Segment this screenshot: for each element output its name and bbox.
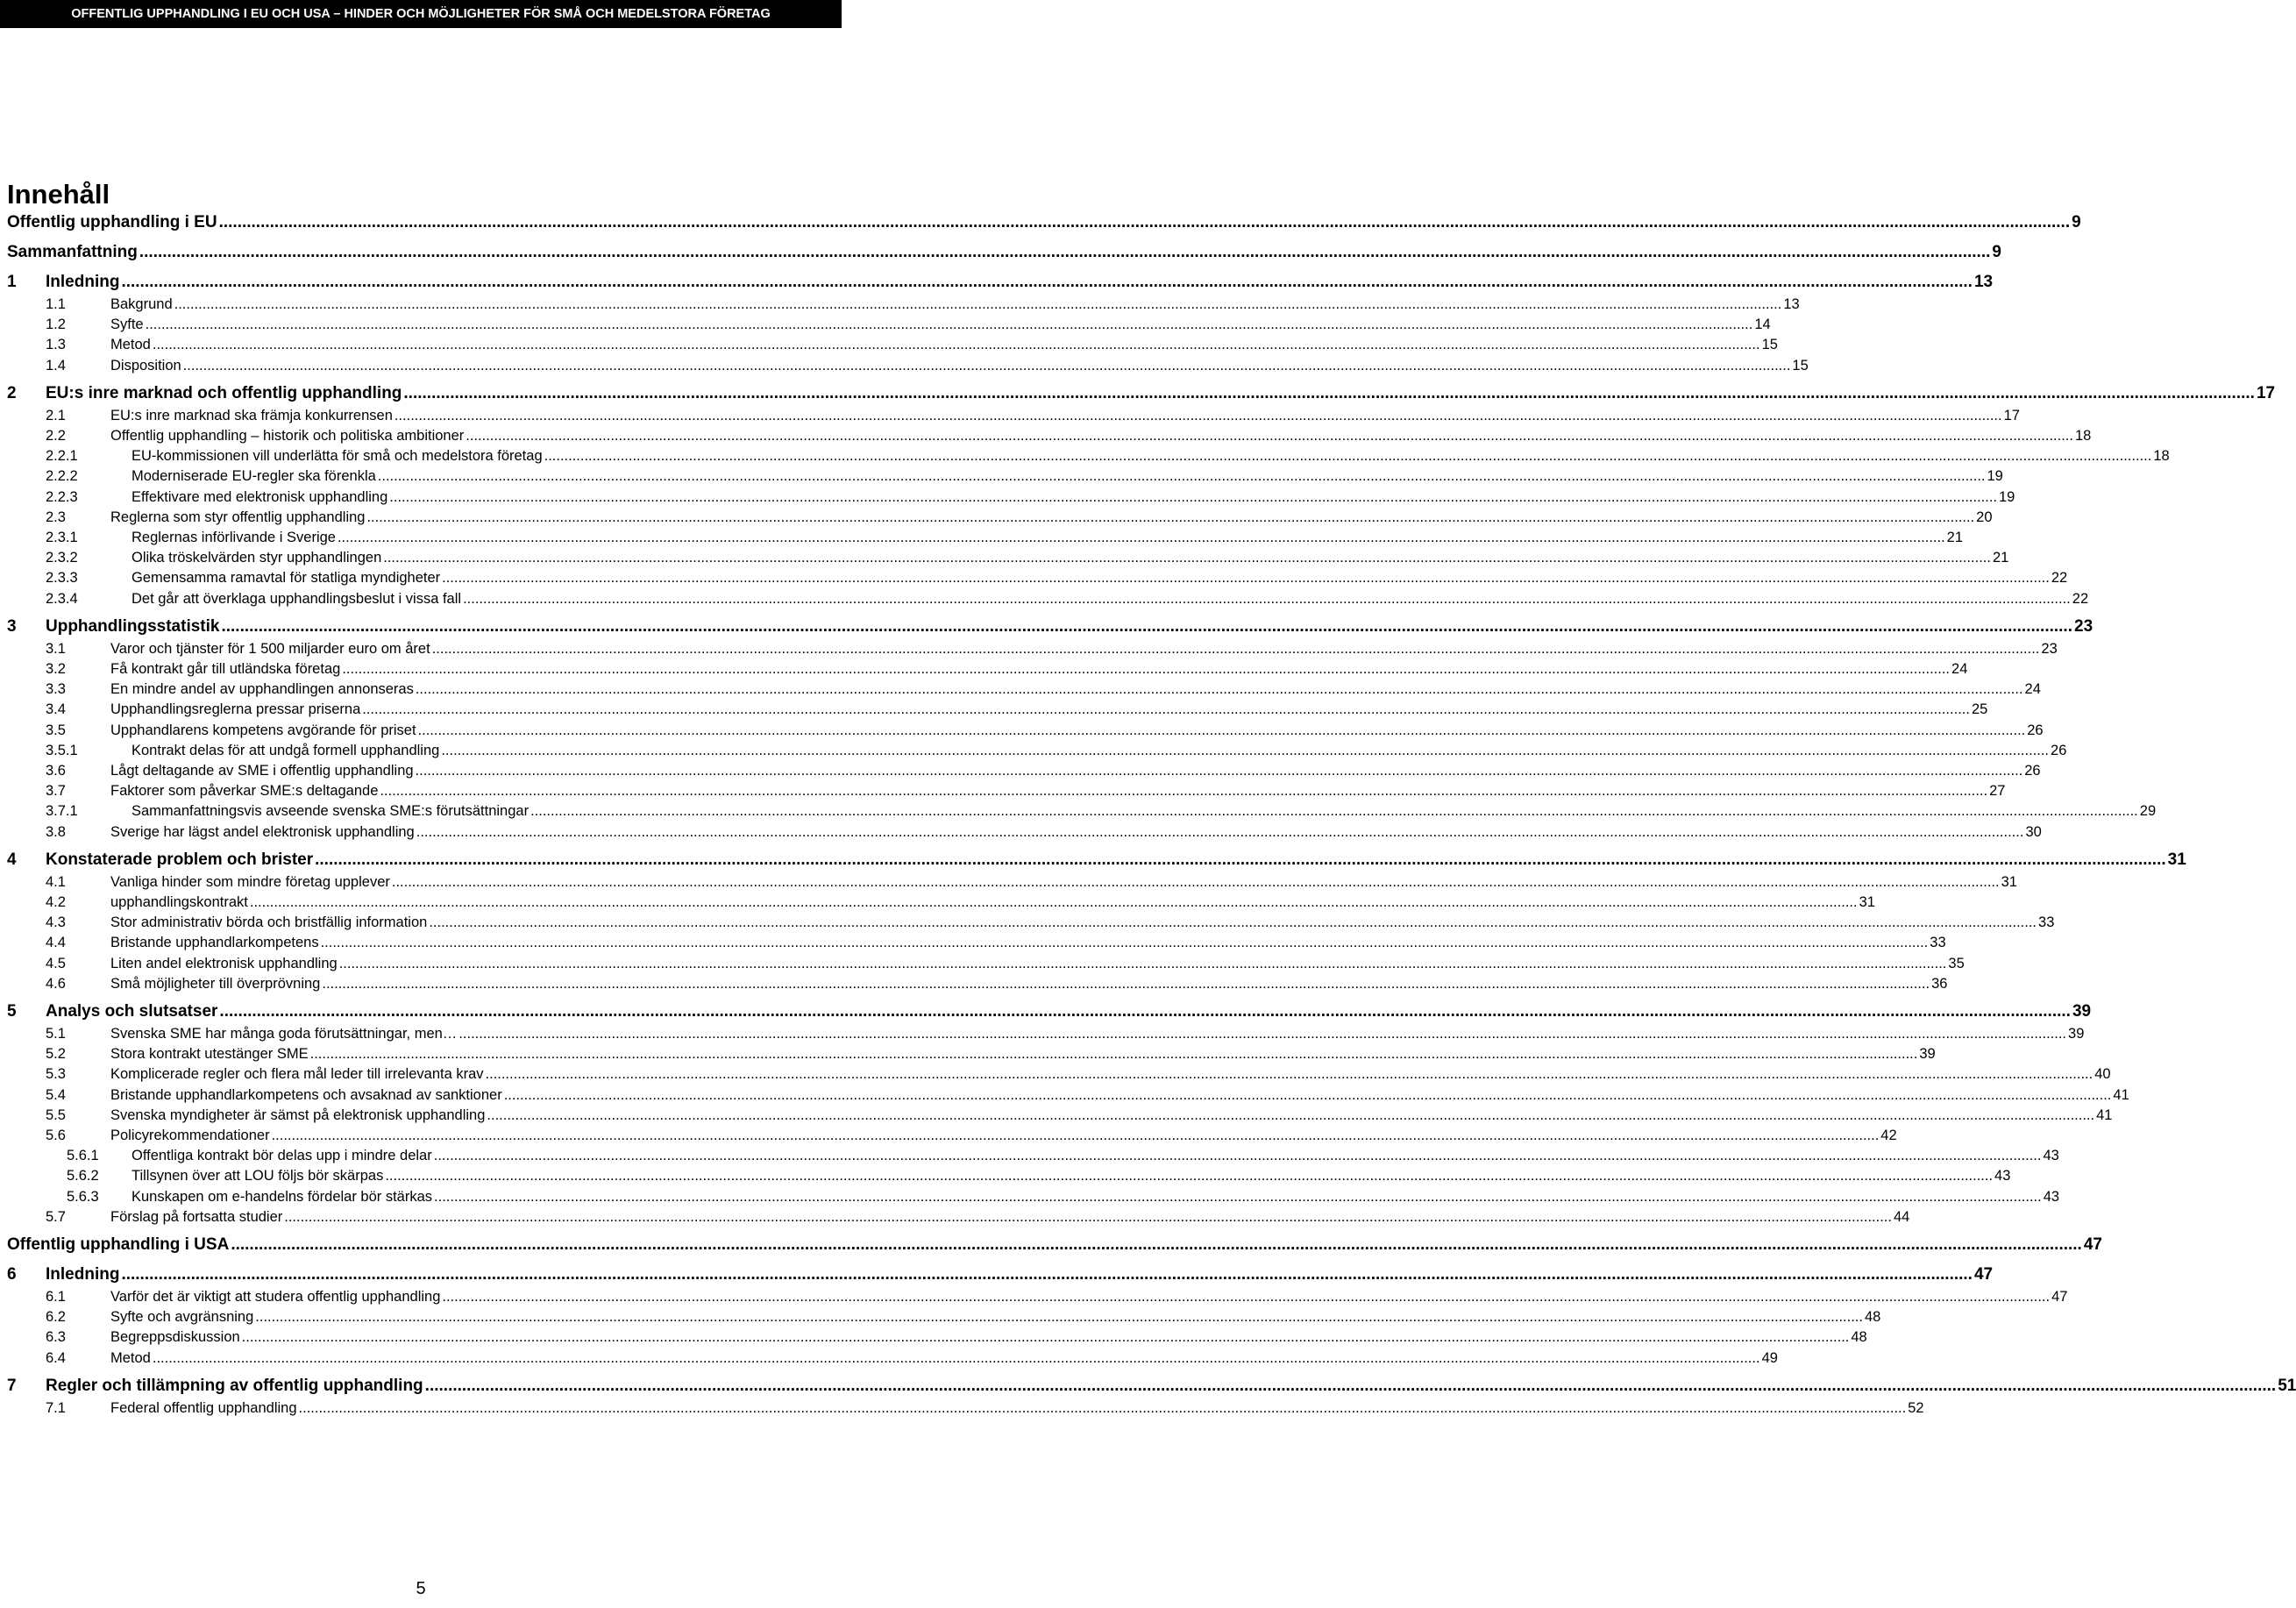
toc-entry-page: 22 <box>2051 570 2068 587</box>
toc-entry[interactable] <box>46 801 2157 822</box>
toc-entry[interactable] <box>46 356 1809 376</box>
toc-entry-page: 26 <box>2027 722 2044 738</box>
dot-leader: ................................................................................................................................................................................................................................................................................................................................................................................................................ <box>366 509 1975 525</box>
toc-entry-page: 51 <box>2278 1376 2296 1395</box>
toc-entry-page: 21 <box>1946 530 1964 545</box>
toc-entry-page: 43 <box>2043 1148 2059 1164</box>
dot-leader: ................................................................................................................................................................................................................................................................................................................................................................................................................ <box>463 590 2071 607</box>
toc-entry-number: 2 <box>7 383 17 402</box>
dot-leader: ................................................................................................................................................................................................................................................................................................................................................................................................................ <box>284 1208 1892 1225</box>
toc-entry-number: 2.2.2 <box>46 468 78 485</box>
toc-entry-title: Förslag på fortsatta studier <box>110 1208 283 1225</box>
toc-entry-page: 48 <box>1851 1329 1867 1346</box>
toc-entry-number: 2.3.1 <box>46 530 78 545</box>
toc-entry-page: 41 <box>2096 1106 2113 1123</box>
dot-leader: ................................................................................................................................................................................................................................................................................................................................................................................................................ <box>485 1066 2093 1083</box>
toc-entry-number: 2.2.1 <box>46 448 78 465</box>
toc-entry-page: 25 <box>1971 701 1988 718</box>
dot-leader: ................................................................................................................................................................................................................................................................................................................................................................................................................ <box>383 550 1991 566</box>
toc-entry[interactable] <box>46 679 2041 700</box>
toc-entry-number: 2.3.3 <box>46 570 78 587</box>
toc-entry-title: Moderniserade EU-regler ska förenkla <box>132 468 376 485</box>
dot-leader: ................................................................................................................................................................................................................................................................................................................................................................................................................ <box>385 1168 1994 1185</box>
toc-entry-number: 2.1 <box>46 407 66 423</box>
toc-entry-title: Varför det är viktigt att studera offentlig upphandling <box>110 1289 441 1305</box>
dot-leader: ................................................................................................................................................................................................................................................................................................................................................................................................................ <box>442 1289 2051 1305</box>
toc-entry-page: 31 <box>2167 850 2186 869</box>
toc-entry[interactable] <box>46 700 1988 720</box>
dot-leader: ................................................................................................................................................................................................................................................................................................................................................................................................................ <box>174 296 1782 312</box>
toc-entry-page: 22 <box>2072 590 2089 607</box>
dot-leader: ................................................................................................................................................................................................................................................................................................................................................................................................................ <box>315 850 2166 869</box>
toc-entry[interactable] <box>46 872 2017 893</box>
dot-leader: ................................................................................................................................................................................................................................................................................................................................................................................................................ <box>152 1349 1760 1366</box>
toc-entry[interactable] <box>46 295 1800 315</box>
toc-entry[interactable] <box>46 1207 1910 1227</box>
toc-entry[interactable] <box>7 615 2093 639</box>
toc-entry[interactable] <box>46 913 2055 933</box>
toc-entry-title: Federal offentlig upphandling <box>110 1399 297 1416</box>
toc-entry-title: Disposition <box>110 357 181 374</box>
toc-entry[interactable] <box>46 761 2041 781</box>
toc-entry-title: Analys och slutsatser <box>46 1002 218 1021</box>
toc-entry-title: Sammanfattningsvis avseende svenska SME:s förutsättningar <box>132 803 530 820</box>
toc-entry[interactable] <box>46 446 2170 466</box>
toc-entry-title: Reglernas införlivande i Sverige <box>132 530 336 545</box>
toc-entry[interactable] <box>67 1146 2059 1166</box>
toc-entry[interactable] <box>46 781 2006 801</box>
toc-heading: Innehåll <box>7 179 110 210</box>
toc-entry-title: Stora kontrakt utestänger SME <box>110 1046 309 1063</box>
dot-leader: ................................................................................................................................................................................................................................................................................................................................................................................................................ <box>298 1399 1907 1416</box>
toc-entry-title: Få kontrakt går till utländska företag <box>110 661 341 677</box>
toc-entry-number: 3.8 <box>46 823 66 840</box>
toc-entry[interactable] <box>46 548 2009 568</box>
toc-entry-title: Inledning <box>46 273 120 291</box>
toc-entry[interactable] <box>7 240 2001 265</box>
toc-entry-page: 33 <box>1930 935 1946 951</box>
toc-entry[interactable] <box>7 381 2276 406</box>
toc-entry-page: 13 <box>1783 296 1800 312</box>
dot-leader: ................................................................................................................................................................................................................................................................................................................................................................................................................ <box>544 448 2152 465</box>
toc-entry-number: 5.7 <box>46 1208 66 1225</box>
toc-entry-page: 23 <box>2041 640 2058 657</box>
toc-entry-number: 5.5 <box>46 1106 66 1123</box>
toc-entry-page: 39 <box>1919 1046 1936 1063</box>
toc-entry[interactable] <box>46 1044 1936 1064</box>
toc-entry-page: 52 <box>1908 1399 1924 1416</box>
toc-entry-number: 6.4 <box>46 1349 66 1366</box>
toc-entry[interactable] <box>46 1327 1867 1348</box>
toc-entry-page: 24 <box>2024 681 2041 698</box>
toc-entry-page: 18 <box>2074 428 2092 444</box>
toc-entry-page: 40 <box>2094 1066 2111 1083</box>
toc-entry-page: 49 <box>1761 1349 1778 1366</box>
toc-entry-page: 20 <box>1976 509 1993 525</box>
dot-leader: ................................................................................................................................................................................................................................................................................................................................................................................................................ <box>415 681 2023 698</box>
toc-entry[interactable] <box>46 568 2068 588</box>
dot-leader: ................................................................................................................................................................................................................................................................................................................................................................................................................ <box>417 722 2026 738</box>
toc-entry[interactable] <box>46 1307 1881 1327</box>
toc-entry[interactable] <box>46 335 1778 355</box>
toc-entry[interactable] <box>7 848 2186 872</box>
toc-entry-title: Regler och tillämpning av offentlig upphandling <box>46 1376 423 1395</box>
toc-entry-title: Bristande upphandlarkompetens <box>110 935 319 951</box>
toc-entry-number: 3.3 <box>46 681 66 698</box>
dot-leader: ................................................................................................................................................................................................................................................................................................................................................................................................................ <box>337 530 1945 545</box>
toc-entry-title: EU:s inre marknad ska främja konkurrensen <box>110 407 393 423</box>
dot-leader: ................................................................................................................................................................................................................................................................................................................................................................................................................ <box>424 1376 2277 1395</box>
toc-entry-number: 1.1 <box>46 296 66 312</box>
toc-entry-page: 19 <box>1987 468 2003 485</box>
toc-entry-title: Sammanfattning <box>7 243 138 261</box>
toc-entry-number: 6.2 <box>46 1309 66 1326</box>
toc-entry-number: 3.2 <box>46 661 66 677</box>
toc-entry-title: Upphandlingsreglerna pressar priserna <box>110 701 361 718</box>
dot-leader: ................................................................................................................................................................................................................................................................................................................................................................................................................ <box>121 273 1973 291</box>
toc-entry-page: 43 <box>2043 1188 2060 1205</box>
toc-entry-title: Liten andel elektronisk upphandling <box>110 955 338 971</box>
toc-entry-page: 48 <box>1864 1309 1881 1326</box>
dot-leader: ................................................................................................................................................................................................................................................................................................................................................................................................................ <box>377 468 1986 485</box>
toc-entry[interactable] <box>7 210 2081 235</box>
toc-entry-number: 4.1 <box>46 873 66 890</box>
toc-entry[interactable] <box>46 508 1993 528</box>
toc-entry-page: 26 <box>2051 742 2067 758</box>
toc-entry-number: 4.6 <box>46 975 66 992</box>
page-number: 5 <box>416 1579 426 1598</box>
toc-entry-page: 14 <box>1754 317 1771 333</box>
toc-entry-page: 18 <box>2153 448 2170 465</box>
toc-entry-title: Komplicerade regler och flera mål leder till irrelevanta krav <box>110 1066 484 1083</box>
dot-leader: ................................................................................................................................................................................................................................................................................................................................................................................................................ <box>219 1002 2071 1021</box>
toc-entry[interactable] <box>46 1398 1924 1419</box>
toc-entry-page: 15 <box>1761 337 1778 353</box>
dot-leader: ................................................................................................................................................................................................................................................................................................................................................................................................................ <box>487 1106 2095 1123</box>
toc-entry-number: 1.2 <box>46 317 66 333</box>
toc-entry-number: 7 <box>7 1376 17 1395</box>
toc-entry[interactable] <box>46 1126 1897 1146</box>
toc-entry-title: Bristande upphandlarkompetens och avsaknad av sanktioner <box>110 1086 502 1103</box>
toc-entry-page: 15 <box>1792 357 1809 374</box>
toc-entry-page: 24 <box>1951 661 1968 677</box>
toc-entry-number: 5.2 <box>46 1046 66 1063</box>
toc-entry-page: 19 <box>1999 488 2015 505</box>
toc-entry[interactable] <box>67 1166 2011 1186</box>
toc-entry[interactable] <box>46 721 2044 741</box>
dot-leader: ................................................................................................................................................................................................................................................................................................................................................................................................................ <box>221 616 2072 636</box>
toc-entry-page: 31 <box>2001 873 2017 890</box>
toc-entry-page: 23 <box>2074 616 2093 636</box>
dot-leader: ................................................................................................................................................................................................................................................................................................................................................................................................................ <box>466 428 2073 444</box>
toc-entry-title: Gemensamma ramavtal för statliga myndigheter <box>132 570 441 587</box>
toc-entry[interactable] <box>46 974 1948 994</box>
toc-entry-page: 47 <box>2083 1235 2102 1254</box>
toc-entry[interactable] <box>46 741 2067 761</box>
toc-entry-number: 2.3.2 <box>46 550 78 566</box>
toc-entry[interactable] <box>46 639 2058 659</box>
toc-entry[interactable] <box>7 1374 2296 1398</box>
toc-entry[interactable] <box>46 426 2092 446</box>
toc-entry[interactable] <box>46 954 1965 974</box>
toc-entry-page: 9 <box>2072 213 2081 231</box>
toc-entry-number: 5.6 <box>46 1128 66 1143</box>
toc-entry[interactable] <box>46 659 1968 679</box>
dot-leader: ................................................................................................................................................................................................................................................................................................................................................................................................................ <box>121 1265 1973 1284</box>
dot-leader: ................................................................................................................................................................................................................................................................................................................................................................................................................ <box>434 1188 2042 1205</box>
toc-entry-number: 5.6.2 <box>67 1168 99 1185</box>
toc-entry-title: Lågt deltagande av SME i offentlig upphandling <box>110 763 414 779</box>
toc-entry-page: 47 <box>2051 1289 2068 1305</box>
toc-entry-page: 17 <box>2256 383 2276 402</box>
toc-entry-number: 5.1 <box>46 1026 66 1042</box>
toc-entry-number: 5.6.1 <box>67 1148 99 1164</box>
toc-entry-title: Faktorer som påverkar SME:s deltagande <box>110 783 379 800</box>
toc-entry-page: 29 <box>2139 803 2157 820</box>
toc-entry-number: 7.1 <box>46 1399 66 1416</box>
toc-entry[interactable] <box>46 466 2003 487</box>
toc-entry[interactable] <box>46 893 1875 913</box>
toc-entry-number: 5.3 <box>46 1066 66 1083</box>
toc-entry-page: 39 <box>2068 1026 2085 1042</box>
toc-entry-number: 3.7 <box>46 783 66 800</box>
toc-entry-page: 17 <box>2003 407 2020 423</box>
dot-leader: ................................................................................................................................................................................................................................................................................................................................................................................................................ <box>182 357 1791 374</box>
toc-entry[interactable] <box>46 1106 2113 1126</box>
toc-entry-number: 1.3 <box>46 337 66 353</box>
toc-entry-page: 39 <box>2072 1002 2092 1021</box>
dot-leader: ................................................................................................................................................................................................................................................................................................................................................................................................................ <box>415 763 2023 779</box>
toc-entry-title: Små möjligheter till överprövning <box>110 975 321 992</box>
toc-entry-number: 3 <box>7 616 17 636</box>
toc-entry[interactable] <box>46 1024 2085 1044</box>
toc-entry-title: Upphandlarens kompetens avgörande för priset <box>110 722 416 738</box>
toc-entry-number: 6.3 <box>46 1329 66 1346</box>
toc-entry-page: 27 <box>1989 783 2006 800</box>
toc-entry-number: 4 <box>7 850 17 869</box>
toc-entry[interactable] <box>46 822 2042 843</box>
toc-entry[interactable] <box>46 589 2089 609</box>
toc-entry-title: Begreppsdiskussion <box>110 1329 240 1346</box>
toc-entry-number: 3.6 <box>46 763 66 779</box>
toc-entry[interactable] <box>7 270 1994 295</box>
toc-entry-number: 1 <box>7 273 17 291</box>
toc-entry-title: Svenska myndigheter är sämst på elektronisk upphandling <box>110 1106 486 1123</box>
toc-entry-number: 5.4 <box>46 1086 66 1103</box>
dot-leader: ................................................................................................................................................................................................................................................................................................................................................................................................................ <box>231 1235 2082 1254</box>
toc-entry-title: Effektivare med elektronisk upphandling <box>132 488 388 505</box>
toc-entry-page: 43 <box>1994 1168 2011 1185</box>
toc-entry-title: Svenska SME har många goda förutsättningar, men… <box>110 1026 458 1042</box>
toc-entry[interactable] <box>46 487 2015 508</box>
toc-entry-title: Bakgrund <box>110 296 173 312</box>
toc-entry-number: 3.4 <box>46 701 66 718</box>
toc-entry-title: Varor och tjänster för 1 500 miljarder euro om året <box>110 640 430 657</box>
toc-entry[interactable] <box>46 1287 2068 1307</box>
toc-entry-number: 3.1 <box>46 640 66 657</box>
toc-entry-title: Upphandlingsstatistik <box>46 616 220 636</box>
toc-entry-title: Syfte och avgränsning <box>110 1309 254 1326</box>
dot-leader: ................................................................................................................................................................................................................................................................................................................................................................................................................ <box>458 1026 2067 1042</box>
toc-entry-number: 4.3 <box>46 914 66 931</box>
toc-entry-title: Kunskapen om e-handelns fördelar bör stärkas <box>132 1188 433 1205</box>
toc-entry-page: 21 <box>1992 550 2009 566</box>
toc-entry-number: 5 <box>7 1002 17 1021</box>
dot-leader: ................................................................................................................................................................................................................................................................................................................................................................................................................ <box>271 1128 1880 1143</box>
dot-leader: ................................................................................................................................................................................................................................................................................................................................................................................................................ <box>394 407 2002 423</box>
toc-entry-number: 4.5 <box>46 955 66 971</box>
dot-leader: ................................................................................................................................................................................................................................................................................................................................................................................................................ <box>342 661 1951 677</box>
dot-leader: ................................................................................................................................................................................................................................................................................................................................................................................................................ <box>416 823 2024 840</box>
toc-entry-title: Policyrekommendationer <box>110 1128 270 1143</box>
toc-entry-title: Metod <box>110 1349 151 1366</box>
toc-entry-page: 31 <box>1859 894 1875 910</box>
toc-entry-page: 36 <box>1931 975 1948 992</box>
toc-entry-title: Metod <box>110 337 151 353</box>
dot-leader: ................................................................................................................................................................................................................................................................................................................................................................................................................ <box>391 873 2000 890</box>
dot-leader: ................................................................................................................................................................................................................................................................................................................................................................................................................ <box>241 1329 1850 1346</box>
toc-entry[interactable] <box>46 933 1946 953</box>
dot-leader: ................................................................................................................................................................................................................................................................................................................................................................................................................ <box>429 914 2037 931</box>
toc-entry-page: 41 <box>2113 1086 2129 1103</box>
dot-leader: ................................................................................................................................................................................................................................................................................................................................................................................................................ <box>145 317 1753 333</box>
toc-entry-title: Tillsynen över att LOU följs bör skärpas <box>132 1168 384 1185</box>
toc-entry-number: 2.2.3 <box>46 488 78 505</box>
dot-leader: ................................................................................................................................................................................................................................................................................................................................................................................................................ <box>403 383 2255 402</box>
toc-entry-number: 2.3 <box>46 509 66 525</box>
toc-entry-number: 6 <box>7 1265 17 1284</box>
toc-entry-number: 4.2 <box>46 894 66 910</box>
toc-entry-title: Inledning <box>46 1265 120 1284</box>
toc-entry-number: 5.6.3 <box>67 1188 99 1205</box>
dot-leader: ................................................................................................................................................................................................................................................................................................................................................................................................................ <box>431 640 2040 657</box>
toc-entry-number: 3.5 <box>46 722 66 738</box>
toc-entry-number: 3.5.1 <box>46 742 78 758</box>
toc-entry-page: 33 <box>2038 914 2055 931</box>
toc-entry[interactable] <box>46 1085 2129 1106</box>
dot-leader: ................................................................................................................................................................................................................................................................................................................................................................................................................ <box>255 1309 1863 1326</box>
dot-leader: ................................................................................................................................................................................................................................................................................................................................................................................................................ <box>139 243 1991 261</box>
toc-entry-title: Offentliga kontrakt bör delas upp i mindre delar <box>132 1148 432 1164</box>
toc-entry-title: Sverige har lägst andel elektronisk upphandling <box>110 823 415 840</box>
toc-entry-title: Reglerna som styr offentlig upphandling <box>110 509 366 525</box>
toc-entry[interactable] <box>46 1064 2111 1085</box>
toc-entry-title: Syfte <box>110 317 144 333</box>
toc-entry[interactable] <box>46 528 1964 548</box>
toc-entry[interactable] <box>46 406 2020 426</box>
dot-leader: ................................................................................................................................................................................................................................................................................................................................................................................................................ <box>503 1086 2112 1103</box>
toc-entry-title: Konstaterade problem och brister <box>46 850 314 869</box>
toc-entry-number: 2.3.4 <box>46 590 78 607</box>
toc-entry-page: 35 <box>1948 955 1965 971</box>
dot-leader: ................................................................................................................................................................................................................................................................................................................................................................................................................ <box>218 213 2071 231</box>
toc-entry-title: EU-kommissionen vill underlätta för små och medelstora företag <box>132 448 543 465</box>
toc-entry[interactable] <box>46 1348 1778 1369</box>
toc-entry-number: 3.7.1 <box>46 803 78 820</box>
toc-entry[interactable] <box>46 315 1771 335</box>
toc-entry-number: 1.4 <box>46 357 66 374</box>
dot-leader: ................................................................................................................................................................................................................................................................................................................................................................................................................ <box>320 935 1929 951</box>
dot-leader: ................................................................................................................................................................................................................................................................................................................................................................................................................ <box>441 742 2050 758</box>
toc-entry-title: Stor administrativ börda och bristfällig information <box>110 914 428 931</box>
toc-entry-number: 6.1 <box>46 1289 66 1305</box>
dot-leader: ................................................................................................................................................................................................................................................................................................................................................................................................................ <box>389 488 1997 505</box>
toc-entry[interactable] <box>7 1263 1994 1287</box>
dot-leader: ................................................................................................................................................................................................................................................................................................................................................................................................................ <box>442 570 2050 587</box>
toc-entry-title: Offentlig upphandling i EU <box>7 213 217 231</box>
running-header: OFFENTLIG UPPHANDLING I EU OCH USA – HINDER OCH MÖJLIGHETER FÖR SMÅ OCH MEDELSTORA FÖRETAG <box>0 0 842 28</box>
toc-entry-number: 2.2 <box>46 428 66 444</box>
toc-entry-page: 9 <box>1992 243 2001 261</box>
toc-entry-page: 44 <box>1893 1208 1910 1225</box>
toc-entry-page: 30 <box>2025 823 2042 840</box>
toc-entry-title: Offentlig upphandling i USA <box>7 1235 230 1254</box>
dot-leader: ................................................................................................................................................................................................................................................................................................................................................................................................................ <box>380 783 1988 800</box>
dot-leader: ................................................................................................................................................................................................................................................................................................................................................................................................................ <box>530 803 2138 820</box>
toc-entry[interactable] <box>67 1187 2060 1207</box>
toc-entry-page: 47 <box>1973 1265 1994 1284</box>
toc-entry-title: EU:s inre marknad och offentlig upphandling <box>46 383 402 402</box>
dot-leader: ................................................................................................................................................................................................................................................................................................................................................................................................................ <box>338 955 1947 971</box>
toc-entry[interactable] <box>7 1000 2092 1024</box>
toc-entry-title: Det går att överklaga upphandlingsbeslut i vissa fall <box>132 590 462 607</box>
toc-entry-page: 42 <box>1880 1128 1897 1143</box>
dot-leader: ................................................................................................................................................................................................................................................................................................................................................................................................................ <box>433 1148 2042 1164</box>
toc-entry-page: 26 <box>2024 763 2041 779</box>
toc-entry-title: Olika tröskelvärden styr upphandlingen <box>132 550 382 566</box>
dot-leader: ................................................................................................................................................................................................................................................................................................................................................................................................................ <box>362 701 1970 718</box>
dot-leader: ................................................................................................................................................................................................................................................................................................................................................................................................................ <box>152 337 1760 353</box>
toc-entry-title: Offentlig upphandling – historik och politiska ambitioner <box>110 428 465 444</box>
toc-entry[interactable] <box>7 1233 2102 1257</box>
dot-leader: ................................................................................................................................................................................................................................................................................................................................................................................................................ <box>249 894 1858 910</box>
toc-entry-title: upphandlingskontrakt <box>110 894 248 910</box>
dot-leader: ................................................................................................................................................................................................................................................................................................................................................................................................................ <box>322 975 1930 992</box>
toc-entry-title: En mindre andel av upphandlingen annonseras <box>110 681 414 698</box>
dot-leader: ................................................................................................................................................................................................................................................................................................................................................................................................................ <box>309 1046 1918 1063</box>
toc-entry-page: 13 <box>1973 273 1994 291</box>
toc-entry-title: Kontrakt delas för att undgå formell upphandling <box>132 742 440 758</box>
toc-entry-title: Vanliga hinder som mindre företag upplever <box>110 873 390 890</box>
toc-entry-number: 4.4 <box>46 935 66 951</box>
